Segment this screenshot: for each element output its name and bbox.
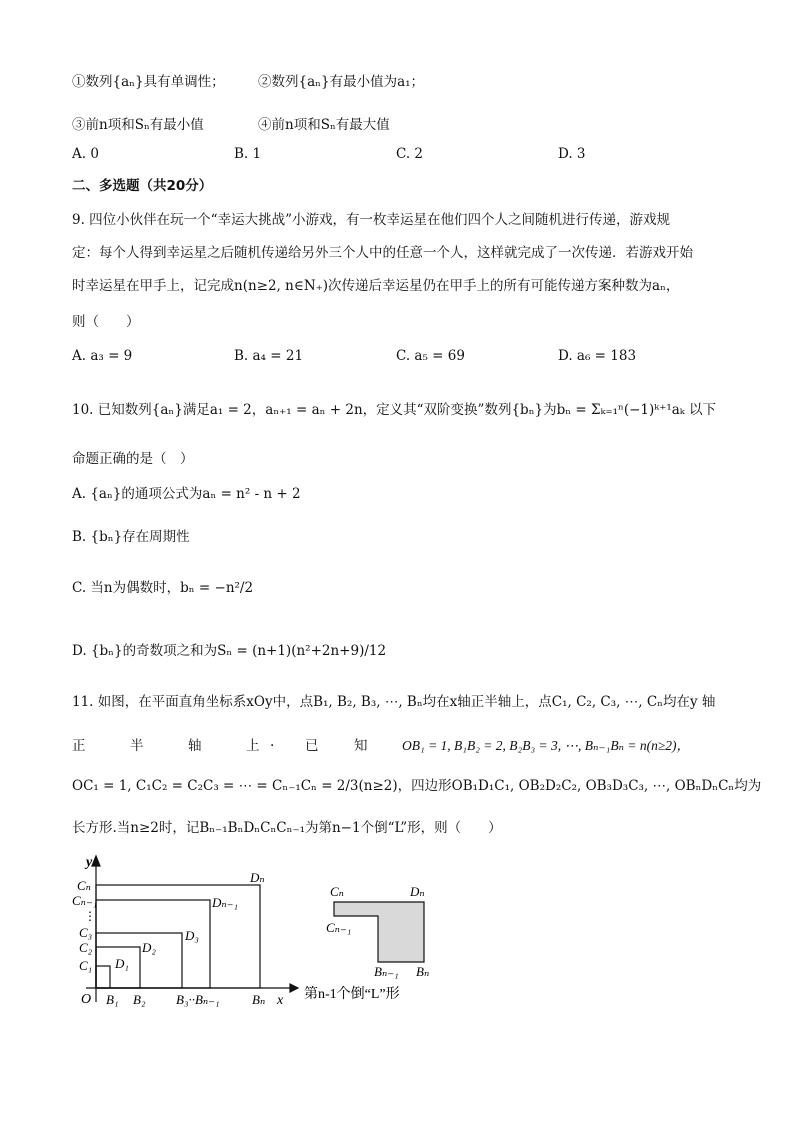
fig-label-d3: D₃ [185, 928, 199, 943]
fig-label-cn1: Cₙ₋₁ [72, 893, 98, 908]
fig-label-dn1: Dₙ₋₁ [212, 895, 239, 910]
q11-line-2-word-1: 正 [72, 738, 86, 754]
q9-line-2: 定：每个人得到幸运星之后随机传递给另外三个人中的任意一个人，这样就完成了一次传递．若游戏开始 [72, 245, 693, 261]
q8-option-a: A. 0 [72, 146, 99, 162]
q9-option-d: D. a₆ = 183 [558, 348, 637, 364]
q8-option-b: B. 1 [234, 146, 262, 162]
q11-line-4: 长方形.当n≥2时，记Bₙ₋₁BₙDₙCₙCₙ₋₁为第n−1个倒“L”形，则（ ） [72, 820, 502, 836]
fig2-label-cn: Cₙ [330, 884, 344, 899]
fig-label-d1: D₁ [115, 956, 129, 971]
q9-line-1: 9. 四位小伙伴在玩一个“幸运大挑战”小游戏，有一枚幸运星在他们四个人之间随机进行传递，游戏规 [72, 212, 670, 228]
q11-line-2-word-2: 半 [130, 738, 144, 754]
q9-option-a: A. a₃ = 9 [72, 348, 133, 364]
q11-line-2-word-7: 知 [354, 738, 368, 754]
q8-item-3: ③前n项和Sₙ有最小值 [72, 117, 204, 133]
q10-option-a: A. {aₙ}的通项公式为aₙ = n² - n + 2 [72, 486, 301, 502]
q9-option-c: C. a₅ = 69 [396, 348, 465, 364]
fig2-label-bn: Bₙ [416, 964, 430, 979]
q11-line-1: 11. 如图，在平面直角坐标系xOy中，点B₁, B₂, B₃, ⋯, Bₙ均在x轴正半轴上，点C₁, C₂, C₃, ⋯, Cₙ均在y 轴 [72, 694, 716, 710]
q10-option-c: C. 当n为偶数时，bₙ = −n²/2 [72, 580, 254, 596]
fig-label-c3: C₃ [79, 925, 93, 940]
q10-line-1: 10. 已知数列{aₙ}满足a₁ = 2，aₙ₊₁ = aₙ + 2n，定义其“双阶变换”数列{bₙ}为bₙ = Σₖ₌₁ⁿ(−1)ᵏ⁺¹aₖ 以下 [72, 402, 717, 418]
fig-label-b1: B₁ [106, 992, 119, 1007]
q8-item-2: ②数列{aₙ}有最小值为a₁； [258, 74, 425, 90]
fig-label-o: O [81, 992, 92, 1007]
section-title: 二、多选题（共20分） [72, 178, 213, 194]
q10-line-2: 命题正确的是（ ） [72, 451, 194, 467]
fig-label-d2: D₂ [142, 940, 156, 955]
q11-line-2-word-5: . [270, 734, 275, 750]
fig-label-y: y [86, 855, 93, 870]
q11-line-2-word-3: 轴 [188, 738, 202, 754]
q8-item-1: ①数列{aₙ}具有单调性； [72, 74, 225, 90]
fig-label-x: x [277, 993, 284, 1008]
fig-label-b3-bn1: B₃··Bₙ₋₁ [176, 992, 220, 1007]
fig-label-c1: C₁ [79, 958, 93, 973]
q8-option-c: C. 2 [396, 146, 424, 162]
fig-label-dots: ⋮ [84, 909, 96, 923]
coordinate-figure [72, 852, 302, 1012]
q8-item-4: ④前n项和Sₙ有最大值 [258, 117, 390, 133]
q11-line-2-math: OB₁ = 1, B₁B₂ = 2, B₂B₃ = 3, ⋯, Bₙ₋₁Bₙ = n(n≥2)， [402, 738, 691, 753]
q10-option-b: B. {bₙ}存在周期性 [72, 529, 190, 545]
q11-line-2-word-4: 上 [246, 738, 260, 754]
fig2-label-cn1: Cₙ₋₁ [326, 920, 352, 935]
fig-label-c2: C₂ [79, 940, 93, 955]
q11-line-2-word-6: 已 [305, 738, 319, 754]
fig2-label-dn: Dₙ [410, 884, 425, 899]
q11-line-3: OC₁ = 1, C₁C₂ = C₂C₃ = ⋯ = Cₙ₋₁Cₙ = 2/3(n≥2)，四边形OB₁D₁C₁, OB₂D₂C₂, OB₃D₃C₃, ⋯, OBₙDₙCₙ均为 [72, 778, 762, 794]
fig-label-b2: B₂ [133, 992, 146, 1007]
q9-option-b: B. a₄ = 21 [234, 348, 304, 364]
q10-option-d: D. {bₙ}的奇数项之和为Sₙ = (n+1)(n²+2n+9)/12 [72, 643, 387, 659]
q8-option-d: D. 3 [558, 146, 586, 162]
q9-line-4: 则（ ） [72, 314, 140, 330]
q9-line-3: 时幸运星在甲手上，记完成n(n≥2, n∈N₊)次传递后幸运星仍在甲手上的所有可能传递方案种数为aₙ， [72, 278, 680, 294]
fig2-label-bn1: Bₙ₋₁ [374, 964, 399, 979]
fig-label-bn: Bₙ [252, 992, 266, 1007]
inverted-l-figure [300, 852, 450, 1012]
fig-label-dn: Dₙ [250, 870, 265, 885]
fig-label-cn: Cₙ [77, 878, 91, 893]
fig2-caption: 第n-1个倒“L”形 [304, 987, 400, 1002]
